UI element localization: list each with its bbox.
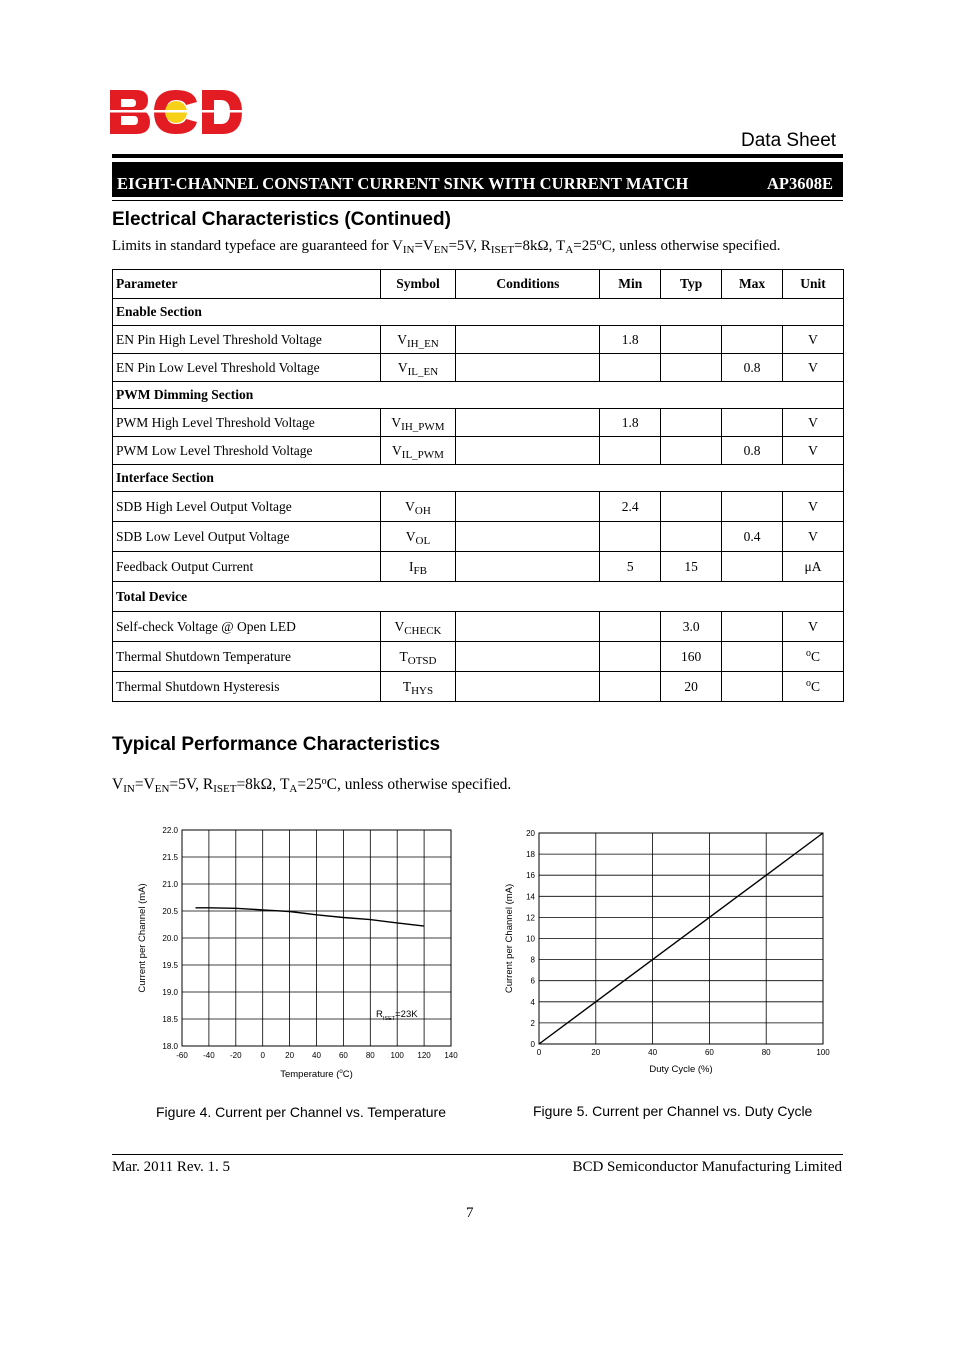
conditions-cell	[456, 612, 600, 642]
table-section-row	[113, 582, 844, 612]
x-tick-label: 0	[260, 1051, 265, 1060]
min-cell: 2.4	[600, 492, 661, 522]
section-title-typical: Typical Performance Characteristics	[112, 734, 441, 755]
min-cell	[600, 612, 661, 642]
y-tick-label: 16	[526, 871, 535, 881]
parameter-cell: SDB Low Level Output Voltage	[113, 522, 381, 552]
min-cell	[600, 642, 661, 672]
header-rule-thin	[112, 200, 843, 201]
conditions-cell	[456, 409, 600, 437]
y-tick-label: 18.5	[162, 1015, 178, 1024]
x-tick-label: 60	[338, 1051, 348, 1060]
typ-cell	[661, 522, 722, 552]
parameter-cell: PWM Low Level Threshold Voltage	[113, 437, 381, 465]
parameter-cell: SDB High Level Output Voltage	[113, 492, 381, 522]
section-label: Total Device	[113, 582, 844, 612]
unit-cell: V	[783, 612, 844, 642]
title-bar	[112, 162, 843, 197]
x-tick-label: 20	[285, 1051, 295, 1060]
conditions-cell	[456, 354, 600, 382]
table-row	[113, 492, 844, 522]
unit-cell: V	[783, 492, 844, 522]
min-cell	[600, 354, 661, 382]
table-row	[113, 552, 844, 582]
table-row	[113, 354, 844, 382]
max-cell	[722, 492, 783, 522]
symbol-cell: $V_{IH\_PWM}$	[380, 409, 456, 437]
y-axis-label: Current per Channel (mA)	[504, 883, 515, 994]
unit-cell: V	[783, 354, 844, 382]
x-tick-label: 140	[444, 1051, 458, 1060]
footer-revision: Mar. 2011 Rev. 1. 5	[112, 1159, 231, 1175]
column-header: Unit	[783, 270, 844, 299]
typ-cell: 160	[661, 642, 722, 672]
table-section-row	[113, 299, 844, 326]
figure-4-caption: Figure 4. Current per Channel vs. Temperature	[156, 1104, 446, 1120]
symbol-cell: $V_{IL\_EN}$	[380, 354, 456, 382]
table-row	[113, 642, 844, 672]
x-tick-label: 40	[648, 1048, 658, 1057]
max-cell	[722, 552, 783, 582]
y-tick-label: 0	[530, 1040, 535, 1049]
table-header-row	[113, 270, 844, 299]
typ-cell	[661, 326, 722, 354]
symbol-cell: $V_{IL\_PWM}$	[380, 437, 456, 465]
column-header: Symbol	[380, 270, 456, 299]
max-cell	[722, 326, 783, 354]
column-header: Typ	[661, 270, 722, 299]
column-header: Conditions	[456, 270, 600, 299]
y-tick-label: 22.0	[162, 826, 178, 835]
column-header: Min	[600, 270, 661, 299]
unit-cell: V	[783, 522, 844, 552]
conditions-cell	[456, 672, 600, 702]
typical-conditions-text: $V_{IN}=V_{EN}=5V$, $R_{ISET}=8k\Omega$, $T_A=25^oC$, unless otherwise specified.	[112, 776, 512, 795]
unit-cell: V	[783, 326, 844, 354]
table-row	[113, 437, 844, 465]
y-axis-label: Current per Channel (mA)	[137, 883, 148, 993]
typ-cell	[661, 409, 722, 437]
y-tick-label: 14	[526, 892, 535, 902]
min-cell	[600, 437, 661, 465]
parameter-cell: EN Pin Low Level Threshold Voltage	[113, 354, 381, 382]
y-tick-label: 19.0	[162, 988, 178, 997]
max-cell	[722, 672, 783, 702]
y-tick-label: 6	[530, 976, 535, 986]
conditions-cell	[456, 522, 600, 552]
x-axis-label: Temperature ($^o$C)	[280, 1069, 353, 1080]
y-tick-label: 20.0	[162, 934, 178, 943]
parameter-cell: Self-check Voltage @ Open LED	[113, 612, 381, 642]
conditions-cell	[456, 492, 600, 522]
table-row	[113, 672, 844, 702]
max-cell	[722, 409, 783, 437]
footer-rule	[112, 1154, 843, 1155]
x-tick-label: 120	[417, 1051, 431, 1060]
y-tick-label: 18.0	[162, 1042, 178, 1051]
y-tick-label: 18	[526, 850, 535, 860]
table-row	[113, 612, 844, 642]
unit-cell: $^o$C	[783, 642, 844, 672]
parameter-cell: Thermal Shutdown Temperature	[113, 642, 381, 672]
typ-cell: 20	[661, 672, 722, 702]
min-cell	[600, 672, 661, 702]
y-tick-label: 12	[526, 913, 535, 923]
x-tick-label: -40	[203, 1051, 215, 1060]
table-row	[113, 409, 844, 437]
min-cell	[600, 522, 661, 552]
section-label: PWM Dimming Section	[113, 382, 844, 409]
max-cell: 0.8	[722, 437, 783, 465]
max-cell	[722, 642, 783, 672]
y-tick-label: 4	[530, 997, 535, 1007]
symbol-cell: $V_{OL}$	[380, 522, 456, 552]
parameter-cell: EN Pin High Level Threshold Voltage	[113, 326, 381, 354]
unit-cell: V	[783, 437, 844, 465]
x-tick-label: 40	[312, 1051, 321, 1060]
header-rule	[112, 154, 843, 158]
unit-cell: $^o$C	[783, 672, 844, 702]
x-tick-label: -20	[230, 1051, 242, 1060]
section-label: Interface Section	[113, 465, 844, 492]
figure-5-caption: Figure 5. Current per Channel vs. Duty Cycle	[533, 1103, 813, 1119]
chart-current-vs-duty-cycle	[498, 820, 843, 1082]
electrical-characteristics-table	[112, 269, 844, 702]
symbol-cell: $V_{IH\_EN}$	[380, 326, 456, 354]
column-header: Max	[722, 270, 783, 299]
conditions-cell	[456, 437, 600, 465]
y-tick-label: 10	[526, 934, 535, 944]
parameter-cell: Thermal Shutdown Hysteresis	[113, 672, 381, 702]
symbol-cell: $V_{OH}$	[380, 492, 456, 522]
section-title-electrical: Electrical Characteristics (Continued)	[112, 209, 451, 230]
symbol-cell: $V_{CHECK}$	[380, 612, 456, 642]
typ-cell	[661, 492, 722, 522]
min-cell: 1.8	[600, 409, 661, 437]
bcd-logo	[110, 88, 242, 136]
unit-cell: V	[783, 409, 844, 437]
symbol-cell: $T_{OTSD}$	[380, 642, 456, 672]
min-cell: 1.8	[600, 326, 661, 354]
parameter-cell: Feedback Output Current	[113, 552, 381, 582]
parameter-cell: PWM High Level Threshold Voltage	[113, 409, 381, 437]
x-tick-label: 100	[390, 1051, 404, 1060]
conditions-cell	[456, 552, 600, 582]
x-tick-label: 60	[704, 1048, 714, 1057]
max-cell: 0.4	[722, 522, 783, 552]
conditions-cell	[456, 642, 600, 672]
footer-company: BCD Semiconductor Manufacturing Limited	[572, 1159, 842, 1175]
y-tick-label: 21.0	[162, 880, 178, 889]
table-row	[113, 522, 844, 552]
symbol-cell: $T_{HYS}$	[380, 672, 456, 702]
y-tick-label: 20.5	[162, 907, 178, 916]
y-tick-label: 20	[526, 829, 535, 838]
y-tick-label: 19.5	[162, 961, 178, 970]
typ-cell	[661, 437, 722, 465]
symbol-cell: $I_{FB}$	[380, 552, 456, 582]
x-axis-label: Duty Cycle (%)	[649, 1064, 713, 1075]
test-conditions-text: Limits in standard typeface are guaranteed for $V_{IN}=V_{EN}=5V$, $R_{ISET}=8k\Omega$, $T_A=25^oC$, unless otherwise specified.	[112, 237, 781, 256]
column-header: Parameter	[113, 270, 381, 299]
table-section-row	[113, 465, 844, 492]
chart-current-vs-temperature	[130, 815, 470, 1085]
section-label: Enable Section	[113, 299, 844, 326]
min-cell: 5	[600, 552, 661, 582]
unit-cell: μA	[783, 552, 844, 582]
part-number: AP3608E	[767, 174, 833, 193]
x-tick-label: 100	[816, 1048, 830, 1057]
y-tick-label: 8	[530, 955, 535, 965]
series-line	[196, 908, 425, 926]
y-tick-label: 21.5	[162, 853, 178, 862]
typ-cell: 3.0	[661, 612, 722, 642]
typ-cell	[661, 354, 722, 382]
table-row	[113, 326, 844, 354]
x-tick-label: -60	[176, 1051, 188, 1060]
page-number: 7	[466, 1205, 474, 1221]
x-tick-label: 20	[591, 1048, 601, 1057]
y-tick-label: 2	[530, 1018, 535, 1028]
chart-annotation: $R_{ISET}=23K$	[376, 1009, 418, 1022]
max-cell	[722, 612, 783, 642]
document-title: EIGHT-CHANNEL CONSTANT CURRENT SINK WITH CURRENT MATCH	[117, 174, 689, 193]
document-type-label: Data Sheet	[741, 130, 837, 151]
max-cell: 0.8	[722, 354, 783, 382]
table-section-row	[113, 382, 844, 409]
x-tick-label: 80	[761, 1048, 771, 1057]
x-tick-label: 80	[365, 1051, 375, 1060]
conditions-cell	[456, 326, 600, 354]
typ-cell: 15	[661, 552, 722, 582]
x-tick-label: 0	[536, 1048, 542, 1057]
